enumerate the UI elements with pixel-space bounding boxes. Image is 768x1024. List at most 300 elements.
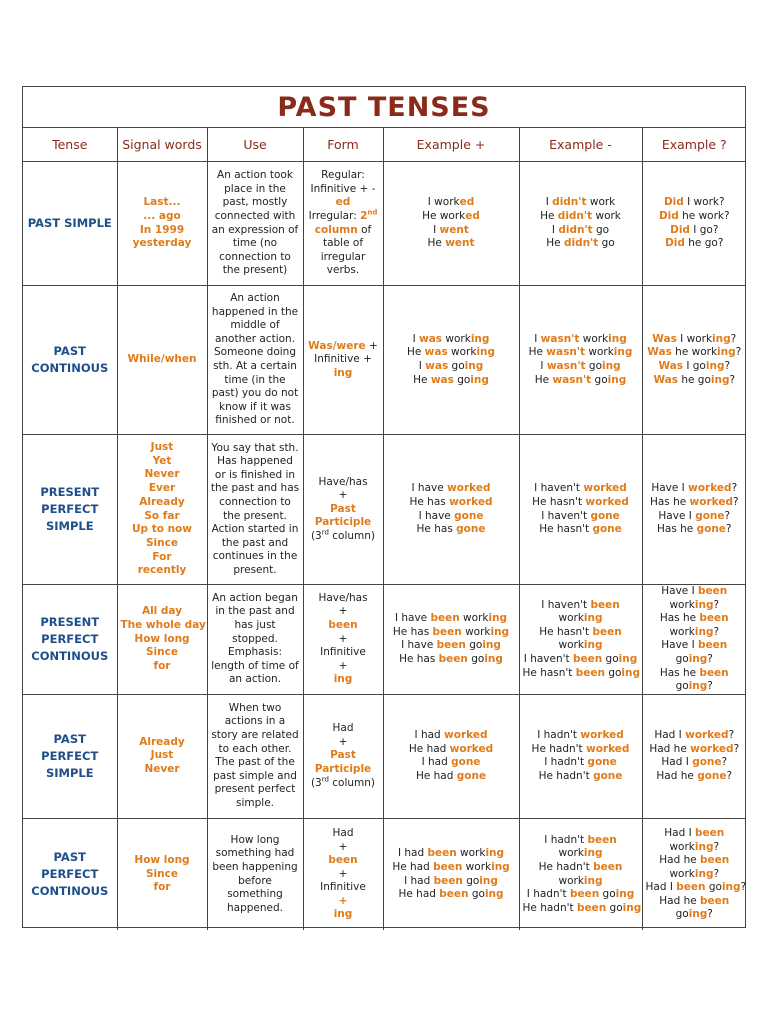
signal-word: All day bbox=[141, 605, 183, 618]
text-run: gone bbox=[592, 523, 622, 536]
text-run: ing bbox=[717, 346, 736, 359]
text-run: been bbox=[433, 860, 463, 873]
use-description bbox=[207, 435, 303, 585]
signal-word: for bbox=[153, 881, 171, 894]
example-line bbox=[387, 333, 516, 347]
text-run: ed bbox=[465, 209, 480, 222]
text-run: didn't bbox=[558, 223, 593, 236]
text-run: He bbox=[540, 209, 558, 222]
form-line bbox=[307, 868, 380, 882]
text-run: ? bbox=[713, 840, 720, 853]
tense-row bbox=[23, 162, 746, 286]
text-run: (3 bbox=[310, 776, 322, 789]
text-run: ing bbox=[470, 332, 490, 345]
text-run: ing bbox=[694, 840, 714, 853]
text-run: ing bbox=[470, 373, 489, 386]
text-run: gone bbox=[590, 509, 620, 522]
text-run: I work bbox=[676, 332, 713, 345]
form-line bbox=[307, 722, 380, 736]
text-run: Have I bbox=[651, 482, 689, 495]
text-run: I bbox=[540, 360, 547, 372]
example-line bbox=[646, 868, 744, 882]
signal-word: Since bbox=[146, 646, 178, 659]
text-run: work bbox=[558, 874, 584, 887]
form-line bbox=[307, 908, 380, 922]
text-run: ? bbox=[713, 867, 720, 880]
example-line bbox=[523, 237, 639, 251]
header-use: Use bbox=[207, 128, 303, 162]
form-line bbox=[307, 736, 380, 750]
text-run: went bbox=[439, 223, 469, 236]
text-run: ed bbox=[335, 196, 351, 209]
text-run: ing bbox=[688, 680, 708, 693]
use-description bbox=[207, 286, 303, 435]
form-line bbox=[307, 489, 380, 503]
text-run: I bbox=[433, 223, 440, 236]
text-run: ing bbox=[333, 366, 353, 379]
example-line bbox=[387, 888, 516, 902]
text-run: go bbox=[598, 237, 615, 250]
text-run: been bbox=[438, 652, 468, 665]
text-run: been bbox=[592, 625, 622, 638]
text-run: gone bbox=[456, 523, 486, 536]
example-negative bbox=[519, 585, 642, 695]
text-run: + bbox=[365, 339, 378, 352]
text-run: ? bbox=[724, 360, 731, 372]
example-line bbox=[646, 360, 744, 374]
text-run: go bbox=[467, 652, 485, 665]
text-run: I go bbox=[683, 360, 706, 372]
example-line bbox=[387, 482, 516, 496]
form-line bbox=[307, 895, 380, 909]
text-run: been bbox=[590, 598, 620, 611]
text-run: Have/has bbox=[318, 591, 368, 604]
example-line bbox=[523, 756, 639, 770]
text-run: 2 bbox=[360, 209, 368, 222]
text-run: Had he bbox=[659, 894, 701, 907]
signal-word: Since bbox=[146, 867, 178, 880]
example-positive bbox=[383, 694, 519, 818]
text-run: wasn't bbox=[546, 346, 586, 359]
text-run: was bbox=[424, 346, 448, 359]
text-run: He work bbox=[422, 209, 466, 222]
use-description bbox=[207, 818, 303, 930]
text-run: didn't bbox=[563, 237, 599, 250]
text-run: go bbox=[675, 652, 689, 665]
text-run: work bbox=[462, 860, 492, 873]
text-run: ? bbox=[721, 756, 728, 769]
text-run: go bbox=[468, 888, 485, 901]
signal-word: Since bbox=[146, 536, 178, 549]
example-line bbox=[523, 224, 639, 238]
text-run: ing bbox=[464, 360, 484, 372]
text-run: go bbox=[599, 888, 616, 901]
text-run: work bbox=[456, 847, 486, 860]
signal-word: Just bbox=[150, 749, 174, 762]
text-run: Infinitive bbox=[320, 881, 366, 894]
text-run: He bbox=[413, 373, 431, 386]
text-run: Did bbox=[663, 196, 684, 209]
form-line bbox=[307, 660, 380, 674]
example-line bbox=[523, 333, 639, 347]
text-run: ? bbox=[707, 908, 713, 921]
text-run: go bbox=[602, 652, 619, 665]
tense-table-sheet bbox=[22, 86, 746, 928]
form-line bbox=[307, 183, 380, 197]
form-line bbox=[307, 353, 380, 367]
text-run: Did bbox=[658, 209, 679, 222]
text-run: ing bbox=[618, 652, 638, 665]
text-run: He bbox=[534, 373, 553, 386]
text-run: been bbox=[576, 901, 607, 914]
signal-word: So far bbox=[144, 509, 180, 522]
text-run: worked bbox=[685, 729, 729, 742]
text-run: been bbox=[430, 612, 460, 625]
text-run: Had he bbox=[659, 854, 701, 867]
form-line bbox=[307, 673, 380, 687]
text-run: worked bbox=[586, 742, 630, 755]
text-run: Past bbox=[330, 502, 356, 515]
example-line bbox=[646, 667, 744, 681]
form-rule bbox=[303, 818, 383, 930]
form-rule bbox=[303, 694, 383, 818]
text-run: gone bbox=[593, 769, 623, 782]
example-positive bbox=[383, 162, 519, 286]
text-run: + bbox=[338, 867, 348, 880]
text-run: gone bbox=[454, 509, 484, 522]
form-line bbox=[307, 633, 380, 647]
text-run: ? bbox=[728, 729, 735, 742]
example-line bbox=[387, 847, 516, 861]
tense-name-text: PAST CONTINOUS bbox=[31, 344, 109, 375]
text-run: been bbox=[575, 666, 605, 679]
example-line bbox=[523, 523, 639, 537]
example-line bbox=[523, 510, 639, 524]
example-line bbox=[646, 854, 744, 868]
text-run: I have bbox=[411, 482, 448, 495]
text-run: Was bbox=[653, 373, 678, 386]
text-run: gone bbox=[697, 769, 727, 782]
header-form: Form bbox=[303, 128, 383, 162]
tense-row bbox=[23, 818, 746, 930]
signal-word: recently bbox=[137, 564, 187, 577]
form-line bbox=[307, 646, 380, 660]
text-run: I had bbox=[421, 756, 452, 769]
example-line bbox=[646, 729, 744, 743]
example-question bbox=[642, 286, 746, 435]
text-run: ing bbox=[484, 652, 503, 665]
signal-word: for bbox=[153, 659, 171, 672]
text-run: I go? bbox=[689, 223, 719, 236]
text-run: was bbox=[430, 373, 454, 386]
text-run: He has bbox=[409, 495, 450, 508]
text-run: Had I bbox=[645, 881, 677, 894]
example-line bbox=[387, 626, 516, 640]
text-run: I work? bbox=[683, 196, 725, 209]
example-line bbox=[646, 827, 744, 841]
example-line bbox=[387, 729, 516, 743]
example-line bbox=[387, 861, 516, 875]
example-line bbox=[646, 612, 744, 626]
text-run: ing bbox=[484, 888, 504, 901]
text-run: He had bbox=[398, 888, 440, 901]
example-line bbox=[387, 743, 516, 757]
text-run: ? bbox=[735, 346, 742, 359]
example-positive bbox=[383, 435, 519, 585]
text-run: I have bbox=[418, 509, 455, 522]
text-run: Was bbox=[652, 332, 677, 345]
text-run: He hadn't bbox=[538, 769, 594, 782]
example-question bbox=[642, 694, 746, 818]
text-run: didn't bbox=[552, 196, 587, 209]
form-line bbox=[307, 340, 380, 354]
text-run: work bbox=[585, 346, 614, 359]
use-description bbox=[207, 585, 303, 695]
text-run: ing bbox=[482, 639, 501, 652]
signal-words bbox=[117, 585, 207, 695]
text-run: go bbox=[675, 680, 689, 693]
text-run: verbs. bbox=[326, 264, 360, 277]
form-line bbox=[307, 605, 380, 619]
text-run: Have I bbox=[661, 639, 699, 652]
text-run: work bbox=[669, 840, 695, 853]
example-line bbox=[646, 599, 744, 613]
example-line bbox=[523, 374, 639, 388]
example-line bbox=[523, 626, 639, 640]
tense-row bbox=[23, 585, 746, 695]
text-run: been bbox=[676, 881, 706, 894]
text-run: work bbox=[558, 612, 584, 625]
example-line bbox=[522, 901, 642, 916]
text-run: wasn't bbox=[540, 332, 580, 345]
signal-words bbox=[117, 694, 207, 818]
text-run: Infinitive bbox=[320, 646, 366, 659]
text-run: ing bbox=[583, 612, 603, 625]
text-run: worked bbox=[449, 495, 493, 508]
text-run: He bbox=[528, 346, 547, 359]
text-run: gone bbox=[451, 756, 481, 769]
text-run: work bbox=[442, 332, 471, 345]
example-line bbox=[646, 881, 744, 895]
text-run: + bbox=[338, 632, 348, 645]
text-run: I haven't bbox=[541, 509, 591, 522]
text-run: ? bbox=[725, 523, 732, 536]
text-run: I bbox=[418, 360, 426, 372]
text-run: I haven't bbox=[534, 482, 584, 495]
example-line bbox=[523, 888, 639, 902]
page-title: PAST TENSES bbox=[277, 91, 491, 123]
signal-words bbox=[117, 818, 207, 930]
text-run: go bbox=[675, 908, 689, 921]
example-line bbox=[523, 770, 639, 784]
text-run: been bbox=[433, 874, 463, 887]
example-positive bbox=[383, 818, 519, 930]
text-run: work bbox=[592, 209, 621, 222]
text-run: he go bbox=[677, 373, 711, 386]
example-line bbox=[387, 224, 516, 238]
text-run: worked bbox=[580, 729, 624, 742]
example-line bbox=[646, 626, 744, 640]
text-run: worked bbox=[444, 729, 488, 742]
example-question bbox=[642, 585, 746, 695]
tense-name-text: PAST PERFECT CONTINOUS bbox=[31, 850, 109, 898]
example-line bbox=[523, 834, 639, 848]
example-negative bbox=[519, 435, 642, 585]
text-run: He hadn't bbox=[538, 860, 594, 873]
text-run: gone bbox=[587, 756, 617, 769]
form-line bbox=[307, 210, 380, 224]
text-run: ? bbox=[713, 598, 720, 611]
text-run: worked bbox=[449, 742, 494, 755]
text-run: Had he bbox=[649, 742, 691, 755]
text-run: go bbox=[448, 360, 465, 372]
text-run: ing bbox=[705, 360, 725, 372]
text-run: He hasn't bbox=[532, 495, 586, 508]
example-line bbox=[646, 895, 744, 909]
form-line bbox=[307, 237, 380, 251]
text-run: work bbox=[586, 196, 616, 209]
signal-word: The whole day bbox=[120, 618, 206, 631]
text-run: nd bbox=[367, 208, 378, 217]
text-run: been bbox=[328, 854, 358, 867]
text-run: work bbox=[461, 625, 491, 638]
form-line bbox=[307, 619, 380, 633]
signal-word: How long bbox=[134, 632, 190, 645]
text-run: been bbox=[700, 854, 730, 867]
text-run: ing bbox=[622, 901, 642, 914]
tense-table bbox=[23, 128, 746, 930]
example-line bbox=[387, 612, 516, 626]
form-line bbox=[307, 224, 380, 238]
text-run: Have I bbox=[661, 585, 699, 597]
use-text: An action took place in the past, mostly connected with an expression of time (no connection to the present) bbox=[211, 169, 299, 277]
signal-word: How long bbox=[134, 853, 190, 866]
example-positive bbox=[383, 585, 519, 695]
example-line bbox=[523, 346, 639, 360]
form-line bbox=[307, 854, 380, 868]
text-run: been bbox=[698, 639, 728, 652]
example-question bbox=[642, 435, 746, 585]
text-run: ing bbox=[710, 373, 730, 386]
text-run: ? bbox=[731, 482, 738, 495]
text-run: He bbox=[427, 237, 446, 250]
form-line bbox=[307, 476, 380, 490]
text-run: + bbox=[338, 735, 348, 748]
text-run: He had bbox=[408, 742, 450, 755]
example-line bbox=[387, 756, 516, 770]
use-description bbox=[207, 162, 303, 286]
text-run: ing bbox=[621, 666, 641, 679]
text-run: He bbox=[406, 346, 425, 359]
text-run: Had I bbox=[661, 756, 693, 769]
example-line bbox=[646, 770, 744, 784]
example-negative bbox=[519, 694, 642, 818]
text-run: Had he bbox=[656, 769, 698, 782]
text-run: + bbox=[338, 489, 348, 502]
text-run: go bbox=[591, 373, 608, 386]
signal-word: While/when bbox=[127, 353, 197, 366]
text-run: work bbox=[558, 639, 584, 652]
text-run: of bbox=[357, 223, 372, 236]
text-run: column) bbox=[328, 776, 376, 789]
text-run: go bbox=[462, 874, 480, 887]
text-run: go bbox=[705, 881, 722, 894]
signal-word: Last... bbox=[143, 196, 181, 209]
example-line bbox=[387, 770, 516, 784]
text-run: I hadn't bbox=[537, 729, 581, 742]
text-run: go bbox=[606, 901, 623, 914]
text-run: work bbox=[669, 625, 695, 638]
example-line bbox=[387, 210, 516, 224]
text-run: I bbox=[551, 223, 559, 236]
example-line bbox=[387, 653, 516, 667]
text-run: been bbox=[699, 612, 729, 625]
text-run: I hadn't bbox=[544, 833, 588, 846]
example-line bbox=[523, 729, 639, 743]
example-line bbox=[646, 908, 744, 922]
example-line bbox=[387, 523, 516, 537]
text-run: Was/were bbox=[308, 339, 366, 352]
text-run: ? bbox=[724, 509, 731, 522]
text-run: I bbox=[534, 332, 541, 345]
text-run: ing bbox=[602, 360, 621, 372]
text-run: wasn't bbox=[552, 373, 592, 386]
text-run: rd bbox=[321, 775, 329, 784]
tense-name bbox=[23, 694, 117, 818]
example-positive bbox=[383, 286, 519, 435]
text-run: ing bbox=[613, 346, 633, 359]
text-run: worked bbox=[689, 495, 733, 508]
text-run: Did bbox=[665, 237, 685, 250]
tense-name bbox=[23, 818, 117, 930]
text-run: ing bbox=[333, 908, 353, 921]
text-run: Has he bbox=[657, 523, 697, 536]
text-run: I hadn't bbox=[544, 756, 588, 769]
text-run: ? bbox=[730, 332, 737, 345]
text-run: been bbox=[436, 639, 466, 652]
text-run: been bbox=[439, 888, 469, 901]
text-run: ing bbox=[583, 847, 603, 860]
tense-row bbox=[23, 286, 746, 435]
example-line bbox=[523, 196, 639, 210]
text-run: go bbox=[592, 223, 610, 236]
example-line bbox=[523, 653, 639, 667]
text-run: ing bbox=[333, 673, 353, 686]
example-line bbox=[646, 680, 744, 694]
example-line bbox=[646, 639, 744, 653]
form-line bbox=[307, 516, 380, 530]
text-run: worked bbox=[688, 482, 732, 495]
text-run: column bbox=[314, 223, 358, 236]
text-run: Has he bbox=[659, 666, 700, 679]
form-line bbox=[307, 827, 380, 841]
text-run: work bbox=[669, 867, 695, 880]
text-run: Had I bbox=[664, 826, 696, 839]
text-run: column) bbox=[328, 529, 376, 542]
text-run: been bbox=[698, 585, 728, 597]
text-run: I work bbox=[427, 196, 460, 209]
signal-word: yesterday bbox=[132, 237, 192, 250]
example-line bbox=[646, 653, 744, 667]
form-line bbox=[307, 592, 380, 606]
tense-name-text: PRESENT PERFECT SIMPLE bbox=[40, 485, 100, 533]
form-line bbox=[307, 841, 380, 855]
text-run: gone bbox=[696, 523, 726, 536]
signal-word: Just bbox=[150, 440, 174, 453]
text-run: ing bbox=[490, 625, 510, 638]
text-run: ing bbox=[688, 652, 708, 665]
form-line bbox=[307, 503, 380, 517]
